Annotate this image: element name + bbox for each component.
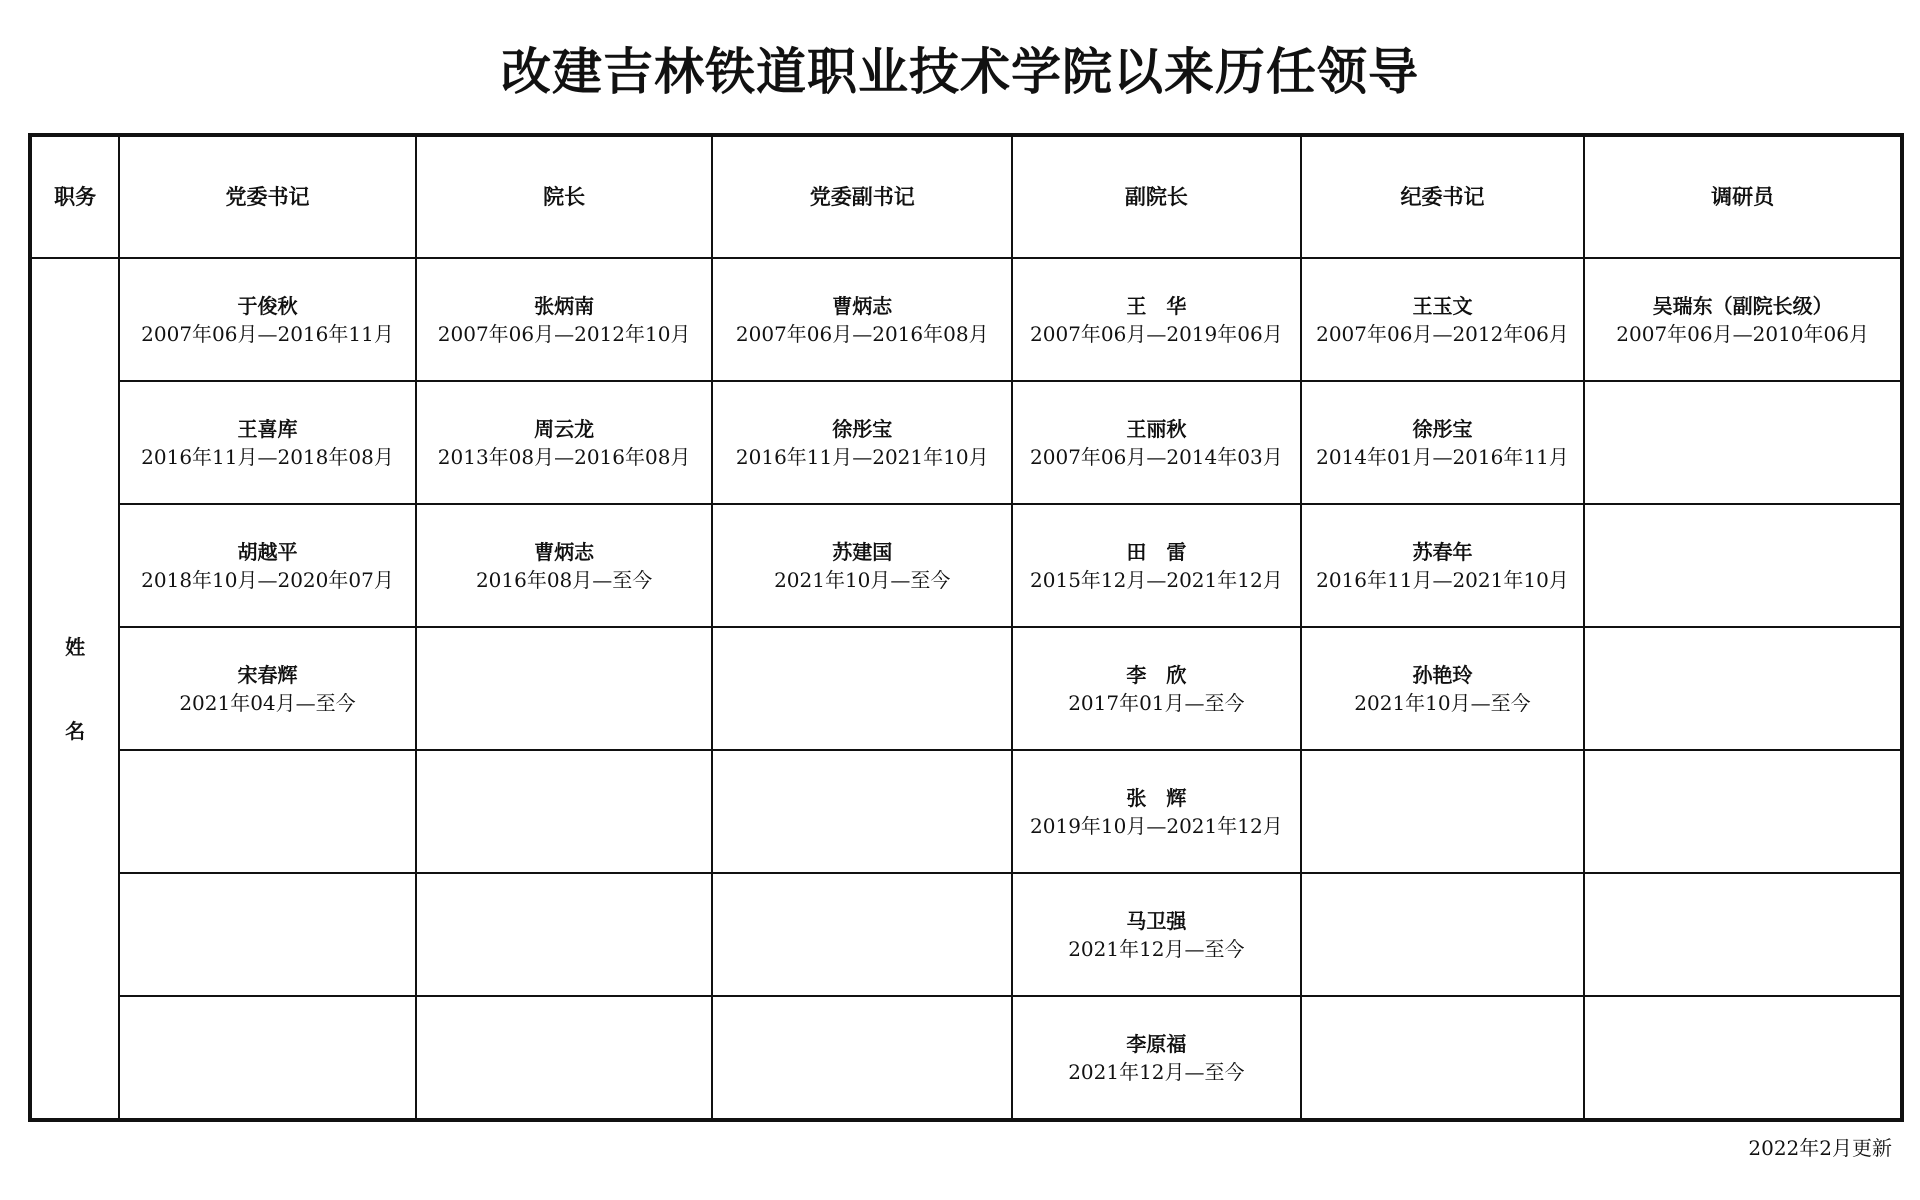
leaders-table (28, 133, 1904, 1122)
table-cell (1301, 627, 1585, 750)
table-cell (1012, 381, 1301, 504)
table-cell (119, 750, 416, 873)
table-cell (712, 627, 1012, 750)
row-label-name (30, 258, 119, 1120)
table-row (30, 750, 1902, 873)
leader-term: 2021年04月—至今 (179, 690, 356, 715)
table-cell (712, 750, 1012, 873)
leader-term: 2016年08月—至今 (475, 567, 653, 592)
leader-term: 2007年06月—2019年06月 (1030, 321, 1283, 346)
table-cell (1012, 750, 1301, 873)
corner-header: 职务 (30, 135, 119, 258)
table-cell (119, 504, 416, 627)
table-cell (416, 381, 713, 504)
leader-term: 2007年06月—2016年11月 (141, 321, 394, 346)
leader-name: 苏春年 (1412, 539, 1473, 564)
table-row (30, 504, 1902, 627)
leader-term: 2007年06月—2010年06月 (1616, 321, 1869, 346)
leader-name: 徐彤宝 (832, 416, 893, 441)
leader-name: 王丽秋 (1126, 416, 1187, 441)
leader-name: 李原福 (1126, 1031, 1187, 1056)
table-cell (1012, 258, 1301, 381)
leader-term: 2016年11月—2018年08月 (141, 444, 394, 469)
leader-name: 李 欣 (1126, 662, 1187, 687)
table-row (30, 381, 1902, 504)
leader-name: 曹炳志 (832, 293, 893, 318)
table-cell (1584, 627, 1902, 750)
table-cell (712, 996, 1012, 1120)
table-cell (1012, 504, 1301, 627)
column-header-president: 院长 (416, 135, 713, 258)
leader-name: 王 华 (1126, 293, 1187, 318)
leader-name: 胡越平 (237, 539, 298, 564)
table-row (30, 996, 1902, 1120)
leader-name: 苏建国 (832, 539, 893, 564)
table-cell (1584, 504, 1902, 627)
table-cell (1012, 996, 1301, 1120)
leader-term: 2018年10月—2020年07月 (141, 567, 394, 592)
leader-term: 2007年06月—2012年06月 (1316, 321, 1569, 346)
row-label-char: 姓 (65, 634, 86, 659)
column-header-discipline-secretary: 纪委书记 (1301, 135, 1585, 258)
leader-term: 2014年01月—2016年11月 (1316, 444, 1569, 469)
page-title: 改建吉林铁道职业技术学院以来历任领导 (501, 43, 1419, 101)
leader-name: 张 辉 (1126, 785, 1187, 810)
leader-name: 马卫强 (1126, 908, 1187, 933)
table-cell (1584, 873, 1902, 996)
leader-term: 2016年11月—2021年10月 (1316, 567, 1569, 592)
table-cell (712, 873, 1012, 996)
leader-term: 2007年06月—2016年08月 (735, 321, 989, 346)
table-cell (119, 996, 416, 1120)
leader-term: 2016年11月—2021年10月 (735, 444, 989, 469)
table-cell (119, 627, 416, 750)
update-note: 2022年2月更新 (1748, 1136, 1892, 1160)
leader-name: 王玉文 (1412, 293, 1473, 318)
table-cell (119, 873, 416, 996)
table-cell (1584, 750, 1902, 873)
table-cell (119, 381, 416, 504)
leader-term: 2017年01月—至今 (1068, 690, 1245, 715)
table-row (30, 873, 1902, 996)
table-cell (1584, 381, 1902, 504)
table-cell (1301, 258, 1585, 381)
column-header-vice-president: 副院长 (1012, 135, 1301, 258)
table-cell (1012, 627, 1301, 750)
leader-term: 2013年08月—2016年08月 (437, 444, 691, 469)
leader-name: 曹炳志 (534, 539, 595, 564)
leader-term: 2021年12月—至今 (1068, 936, 1245, 961)
leader-term: 2015年12月—2021年12月 (1030, 567, 1283, 592)
leader-term: 2019年10月—2021年12月 (1030, 813, 1283, 838)
table-cell (1301, 873, 1585, 996)
column-header-deputy-party-secretary: 党委副书记 (712, 135, 1012, 258)
table-cell (119, 258, 416, 381)
table-body (30, 258, 1902, 1120)
table-cell (1301, 504, 1585, 627)
leader-name: 周云龙 (534, 416, 595, 441)
table-cell (712, 258, 1012, 381)
leader-name: 宋春辉 (237, 662, 298, 687)
table-cell (1301, 996, 1585, 1120)
table-row (30, 258, 1902, 381)
leader-term: 2021年12月—至今 (1068, 1059, 1245, 1084)
leader-name: 孙艳玲 (1412, 662, 1473, 687)
table-cell (1012, 873, 1301, 996)
table-cell (1584, 996, 1902, 1120)
leader-term: 2007年06月—2014年03月 (1030, 444, 1283, 469)
table-cell (416, 873, 713, 996)
table-cell (1301, 381, 1585, 504)
table-cell (416, 627, 713, 750)
row-label-char: 名 (65, 718, 86, 743)
leader-term: 2007年06月—2012年10月 (437, 321, 691, 346)
leader-term: 2021年10月—至今 (1354, 690, 1531, 715)
table-cell (416, 504, 713, 627)
leader-term: 2021年10月—至今 (774, 567, 951, 592)
leader-name: 王喜库 (237, 416, 298, 441)
leader-name: 徐彤宝 (1412, 416, 1473, 441)
table-cell (712, 381, 1012, 504)
table-cell (416, 258, 713, 381)
leader-name: 张炳南 (534, 293, 595, 318)
table-cell (1584, 258, 1902, 381)
leader-name: 吴瑞东（副院长级） (1652, 293, 1833, 318)
leader-name: 田 雷 (1126, 539, 1187, 564)
table-cell (712, 504, 1012, 627)
table-cell (416, 750, 713, 873)
table-cell (1301, 750, 1585, 873)
table-row (30, 627, 1902, 750)
header-row (30, 135, 1902, 258)
leader-name: 于俊秋 (237, 293, 298, 318)
table-cell (416, 996, 713, 1120)
column-header-researcher: 调研员 (1584, 135, 1902, 258)
column-header-party-secretary: 党委书记 (119, 135, 416, 258)
